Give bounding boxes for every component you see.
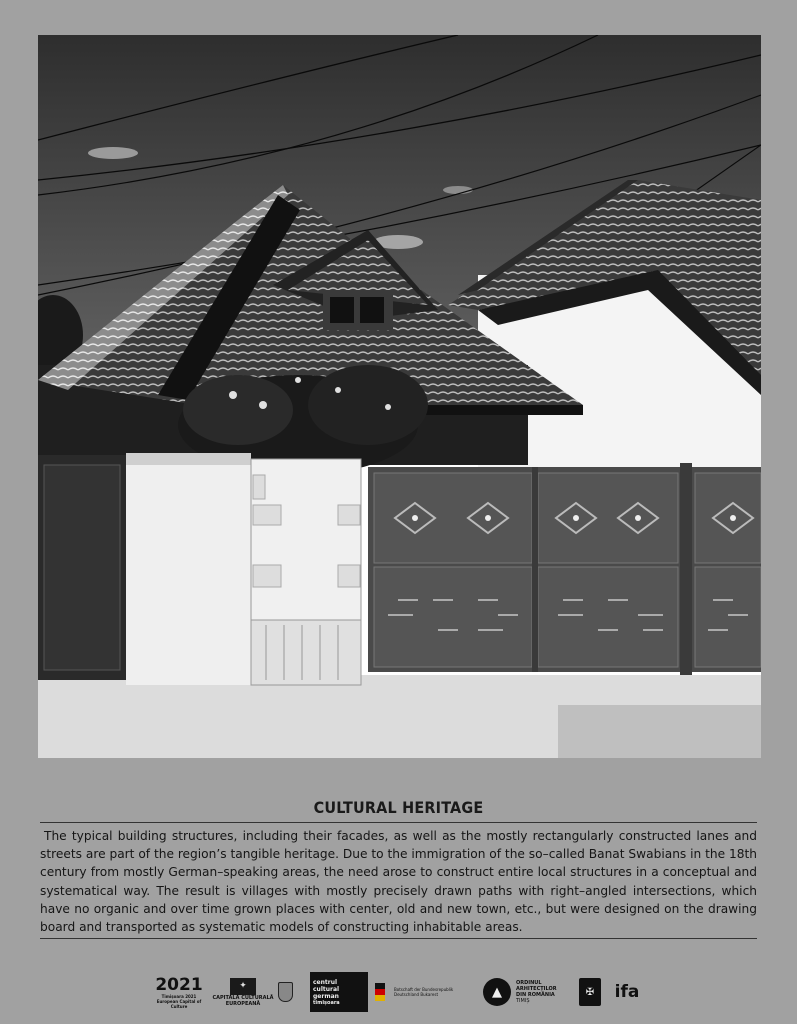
house-photo [38,35,761,758]
footer-rule [40,938,757,939]
section-heading: CULTURAL HERITAGE [313,798,484,817]
german-embassy-logo: Botschaft der Bundesrepublik Deutschland Bukarest [394,987,454,997]
ifa-logo: ifa [614,982,640,1002]
coat-of-arms-icon [277,972,293,1012]
eu-capital-logo: ✦ CAPITALĂ CULTURALĂ EUROPEANĂ [212,972,274,1012]
house-photo-illustration [38,35,761,758]
eu-flag-icon: ✦ [230,978,256,995]
german-eagle-icon [372,972,388,1012]
partner-logo-icon: ✠ [578,972,602,1012]
heading-rule [40,822,757,823]
oar-logo-icon: ▲ [482,972,512,1012]
oar-timis-logo: ORDINUL ARHITECȚILOR DIN ROMÂNIA TIMIȘ [516,980,557,1004]
centrul-cultural-german-logo: centrul cultural german timișoara [310,972,368,1012]
sponsor-logos [150,972,650,1012]
body-paragraph: The typical building structures, including their facades, as well as the mostly rectangularly constructed lanes and streets are part of the region’s tangible heritage. Due to the immigration of the so–called Banat Swabians in the 18th century from mostly German–speaking areas, the need arose to construct entire local structures in a conceptual and systematical way. The result is villages with mostly precisely drawn paths with right–angled intersections, which have no organic and over time grown places with center, old and new town, etc., but were designed on the drawing board and transported as systematic models of constructing inhabitable areas. [40,829,758,935]
timisoara-2021-logo: 2021 Timișoara 2021 European Capital of Culture [155,974,203,1009]
